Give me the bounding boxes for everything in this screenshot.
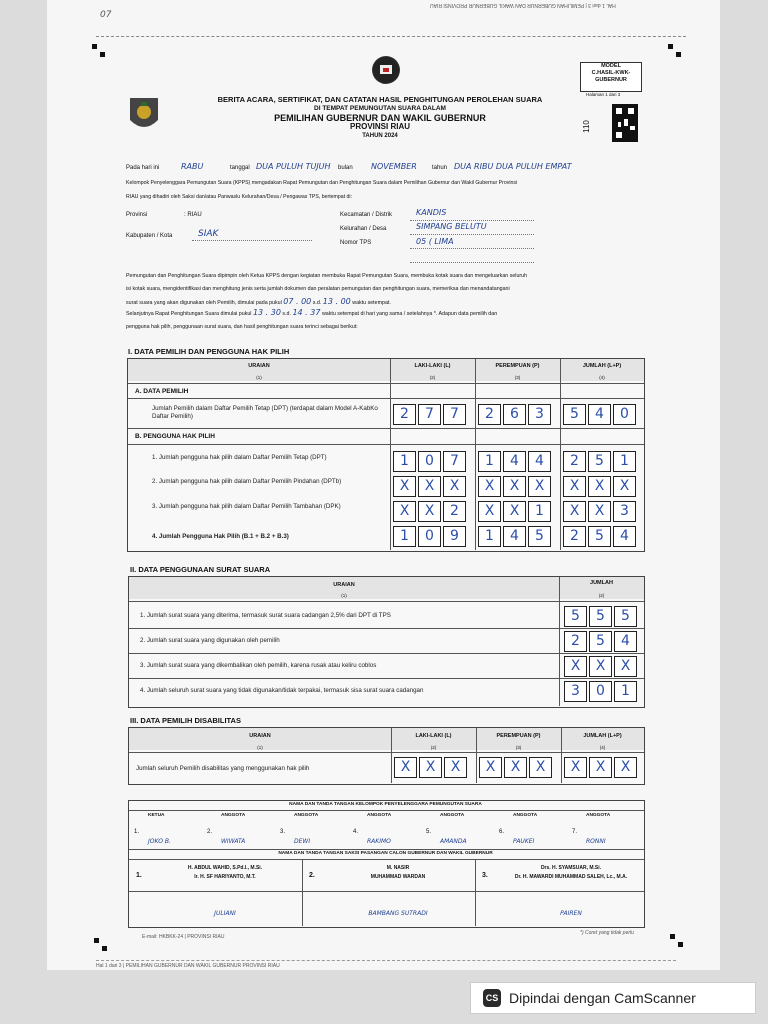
qr-code-icon [612, 104, 638, 142]
saksi-pair-line1: M. NASIR [386, 865, 410, 871]
corner-marker-icon [92, 44, 97, 49]
s3-digit-cell: X [504, 757, 527, 778]
s1-digit-cell: X [418, 476, 441, 497]
kelurahan-label: Kelurahan / Desa [340, 226, 387, 232]
kecamatan-value: KANDIS [416, 208, 447, 217]
s1-digit-cell: 1 [478, 451, 501, 472]
model-line1: MODEL [601, 63, 621, 69]
s1-sub-3: (3) [514, 375, 521, 380]
tps-dotted-line [410, 248, 534, 249]
s2-digit-cell: 0 [589, 681, 612, 702]
model-box [580, 62, 642, 92]
start-time: 07 . 00 [283, 297, 312, 306]
s2-row3-label: 3. Jumlah surat suara yang dikembalikan oleh pemilih, karena rusak atau keliru coblos [140, 662, 377, 669]
s2-divider [559, 577, 560, 706]
kpps-signature-name: JOKO B. [148, 838, 171, 845]
s2-digit-cell: X [564, 656, 587, 677]
s1-digit-cell: 2 [393, 404, 416, 425]
s1-digit-cell: X [528, 476, 551, 497]
tanggal-value: DUA PULUH TUJUH [256, 162, 331, 171]
s3-digit-cell: X [444, 757, 467, 778]
kpps-role: ANGGOTA [367, 813, 392, 818]
s1-divider [560, 359, 561, 550]
s3-digit-cell: X [394, 757, 417, 778]
s1-digit-cell: 2 [443, 501, 466, 522]
s1-digit-cell: X [443, 476, 466, 497]
kecamatan-label: Kecamatan / Distrik [340, 212, 393, 218]
s3-digit-cell: X [614, 757, 637, 778]
kpps-number: 5. [426, 829, 432, 835]
s2-digit-cell: 3 [564, 681, 587, 702]
corner-marker-icon [670, 934, 675, 939]
p3-text-b: s.d. [312, 300, 322, 306]
kpps-role: ANGGOTA [440, 813, 465, 818]
s2-divider [129, 628, 644, 629]
s1-digit-cell: 4 [503, 451, 526, 472]
top-strip-text: HAL 1 dari 3 | PEMILIHAN GUBERNUR DAN WAKIL GUBERNUR PROVINSI RIAU [430, 2, 616, 8]
s1-digit-cell: 6 [503, 404, 526, 425]
row-b4-label: 4. Jumlah Pengguna Hak Pilih (B.1 + B.2 + B.3) [152, 533, 289, 540]
paragraph-line4 [126, 309, 646, 318]
s1-digit-cell: 5 [528, 526, 551, 547]
kabupaten-label: Kabupaten / Kota [126, 233, 173, 239]
header-line4: PROVINSI RIAU [349, 122, 410, 131]
s1-digit-cell: 0 [418, 451, 441, 472]
document-header [170, 96, 590, 140]
s2-digit-cell: 5 [589, 631, 612, 652]
s1-digit-cell: 7 [443, 451, 466, 472]
kpps-number: 7. [572, 829, 578, 835]
header-line5: TAHUN 2024 [362, 132, 398, 139]
s1-digit-cell: X [478, 476, 501, 497]
kpps-role: ANGGOTA [294, 813, 319, 818]
s3-row-label: Jumlah seluruh Pemilih disabilitas yang menggunakan hak pilih [136, 765, 310, 772]
paragraph-line3 [126, 298, 646, 307]
kpps-title: NAMA DAN TANDA TANGAN KELOMPOK PENYELENGGARA PEMUNGUTAN SUARA [289, 802, 482, 807]
tanggal-label: tanggal [230, 165, 250, 171]
s2-digit-cell: 5 [614, 606, 637, 627]
bulan-value: NOVEMBER [371, 162, 417, 171]
tahun-label: tahun [432, 165, 448, 171]
kpps-number: 6. [499, 829, 505, 835]
kabupaten-value: SIAK [198, 229, 219, 239]
s2-divider [129, 653, 644, 654]
camscanner-text: Dipindai dengan CamScanner [509, 990, 696, 1006]
saksi-number: 2. [309, 872, 315, 879]
email-note: E-mail: HKBKK-24 | PROVINSI RIAU [142, 934, 225, 940]
row-b1-label: 1. Jumlah pengguna hak pilih dalam Daftar Pemilih Tetap (DPT) [152, 454, 327, 461]
s1-sub-4: (4) [599, 375, 605, 380]
s2-sub-1: (1) [341, 593, 347, 598]
kpps-signature-name: DEWI [294, 838, 311, 845]
s1-digit-cell: 7 [443, 404, 466, 425]
s3-sub-2: (2) [430, 745, 437, 750]
s1-sub-2: (2) [429, 375, 436, 380]
s1-digit-cell: 1 [393, 526, 416, 547]
count-start-time: 13 . 30 [252, 308, 281, 317]
kpps-number: 3. [280, 829, 286, 835]
corner-marker-icon [668, 44, 673, 49]
s1-header-perempuan: PEREMPUAN (P) [495, 363, 540, 369]
camscanner-icon: CS [483, 989, 501, 1007]
saksi-signature-name: BAMBANG SUTRADI [368, 910, 428, 917]
saksi-signature-name: PAIREN [560, 910, 582, 917]
s1-digit-cell: 0 [613, 404, 636, 425]
header-line3: PEMILIHAN GUBERNUR DAN WAKIL GUBERNUR [274, 113, 486, 123]
saksi-pair-line1: Drs. H. SYAMSUAR, M.Si. [540, 865, 602, 871]
s1-digit-cell: 2 [478, 404, 501, 425]
s1-digit-cell: 1 [393, 451, 416, 472]
s1-digit-cell: 0 [418, 526, 441, 547]
signature-table [128, 800, 645, 928]
kpps-signature-name: RONNI [586, 838, 606, 845]
s2-digit-cell: 1 [614, 681, 637, 702]
s3-digit-cell: X [479, 757, 502, 778]
s2-digit-cell: 5 [564, 606, 587, 627]
p4-text-b: s.d. [282, 311, 291, 317]
s1-digit-cell: X [503, 501, 526, 522]
s1-digit-cell: X [418, 501, 441, 522]
s1-digit-cell: X [393, 501, 416, 522]
s1-digit-cell: 4 [528, 451, 551, 472]
s1-digit-cell: X [588, 501, 611, 522]
header-line1: BERITA ACARA, SERTIFIKAT, DAN CATATAN HASIL PENGHITUNGAN PEROLEHAN SUARA [217, 95, 543, 104]
s1-digit-cell: 1 [478, 526, 501, 547]
saksi-pair-line2: MUHAMMAD WARDAN [370, 874, 426, 880]
s2-header-jumlah: JUMLAH [590, 580, 613, 586]
kelurahan-dotted-line [410, 234, 534, 235]
s1-digit-cell: X [478, 501, 501, 522]
s2-row2-label: 2. Jumlah surat suara yang digunakan oleh pemilih [140, 637, 280, 644]
end-time: 13 . 00 [322, 297, 351, 306]
paragraph-line5: pengguna hak pilih, penggunaan surat suara, dan hasil penghitungan suara terinci sebagai berikut: [126, 324, 358, 330]
s1-divider [475, 359, 476, 550]
s3-divider [391, 728, 392, 783]
saksi-number: 3. [482, 872, 488, 879]
s3-header-laki: LAKI-LAKI (L) [415, 733, 452, 739]
camscanner-watermark [470, 982, 756, 1014]
tps-label: Nomor TPS [340, 240, 372, 246]
kpps-role: ANGGOTA [221, 813, 246, 818]
header-line2: DI TEMPAT PEMUNGUTAN SUARA DALAM [314, 104, 446, 112]
group-a-title: A. DATA PEMILIH [135, 388, 189, 395]
kpps-signature-name: WIWATA [221, 838, 246, 845]
s3-sub-1: (1) [257, 745, 263, 750]
s1-digit-cell: X [613, 476, 636, 497]
s1-digit-cell: 4 [613, 526, 636, 547]
kpps-role: ANGGOTA [586, 813, 611, 818]
kecamatan-dotted-line [410, 220, 534, 221]
bottom-footer: Hal 1 dari 3 | PEMILIHAN GUBERNUR DAN WAKIL GUBERNUR PROVINSI RIAU [96, 963, 280, 969]
tps-extra-dotted-line [410, 262, 534, 263]
s2-digit-cell: X [614, 656, 637, 677]
s1-digit-cell: 4 [503, 526, 526, 547]
s2-divider [129, 678, 644, 679]
s3-divider [476, 728, 477, 783]
group-b-title: B. PENGGUNA HAK PILIH [135, 433, 215, 440]
kpps-signature-name: PAUKEI [513, 838, 535, 845]
s2-digit-cell: 2 [564, 631, 587, 652]
s3-header-perempuan: PEREMPUAN (P) [496, 733, 541, 739]
p3-text-c: waktu setempat. [352, 300, 391, 306]
s1-digit-cell: 4 [588, 404, 611, 425]
kpps-signature-name: AMANDA [440, 838, 467, 845]
s1-digit-cell: 2 [563, 526, 586, 547]
bulan-label: bulan [338, 165, 353, 171]
s1-digit-cell: 9 [443, 526, 466, 547]
corner-marker-icon [94, 938, 99, 943]
section1-title: I. DATA PEMILIH DAN PENGGUNA HAK PILIH [128, 347, 290, 356]
s3-header-jumlah: JUMLAH (L+P) [583, 733, 622, 739]
model-line2: C.HASIL-KWK- [591, 70, 631, 76]
sig-divider [129, 849, 644, 850]
kpps-number: 1. [134, 829, 140, 835]
s2-divider [129, 601, 644, 602]
s1-divider [390, 359, 391, 550]
saksi-pair-line2: Dr. H. MAWARDI MUHAMMAD SALEH, Lc., M.A. [514, 874, 628, 880]
saksi-number: 1. [136, 872, 142, 879]
p4-text-a: Selanjutnya Rapat Penghitungan Suara dimulai pukul [126, 311, 252, 317]
s2-digit-cell: X [589, 656, 612, 677]
section2-title: II. DATA PENGGUNAAN SURAT SUARA [130, 565, 271, 574]
s1-digit-cell: 5 [563, 404, 586, 425]
sig-divider [129, 859, 644, 860]
s1-digit-cell: 5 [588, 451, 611, 472]
s1-digit-cell: X [588, 476, 611, 497]
top-dashed-line [96, 36, 686, 37]
s1-divider [128, 444, 644, 445]
s1-divider [128, 383, 644, 384]
hari-value: RABU [181, 162, 204, 171]
s2-digit-cell: 4 [614, 631, 637, 652]
provinsi-value: : RIAU [184, 212, 202, 218]
s2-digit-cell: 5 [589, 606, 612, 627]
corner-marker-icon [102, 946, 107, 951]
page-note: 07 [100, 10, 112, 20]
s1-digit-cell: X [503, 476, 526, 497]
s2-row1-label: 1. Jumlah surat suara yang diterima, termasuk surat suara cadangan 2,5% dari DPT di TPS [140, 612, 391, 619]
procedure-paragraph [126, 272, 646, 331]
riau-province-emblem-icon [128, 96, 160, 134]
s1-header-laki: LAKI-LAKI (L) [414, 363, 451, 369]
saksi-pair-line1: H. ABDUL WAHID, S.Pd.I., M.Si. [187, 865, 263, 871]
corner-marker-icon [100, 52, 105, 57]
s1-digit-cell: 1 [528, 501, 551, 522]
paragraph-line2: isi kotak suara, mengidentifikasi dan menghitung jenis serta jumlah dokumen dan peralatan pemungutan dan penghitungan suara, memeriksa dan menandatangani [126, 286, 510, 292]
s3-divider [129, 752, 644, 753]
kpps-role: ANGGOTA [513, 813, 538, 818]
sig-divider [129, 891, 644, 892]
row-a-label: Jumlah Pemilih dalam Daftar Pemilih Tetap (DPT) (terdapat dalam Model A-KabKo Daftar Pemilih) [152, 405, 378, 420]
kpps-role: KETUA [148, 813, 165, 818]
s2-row4-label: 4. Jumlah seluruh surat suara yang tidak digunakan/tidak terpakai, termasuk sisa surat suara cadangan [140, 687, 424, 694]
s1-header-jumlah: JUMLAH (L+P) [582, 363, 622, 369]
s3-divider [561, 728, 562, 783]
sig-divider [302, 859, 303, 926]
intro-line2: Kelompok Penyelenggara Pemungutan Suara (KPPS) mengadakan Rapat Pemungutan dan Penghitungan Suara dalam Pemilihan Gubernur dan Wakil Gubernur Provinsi [126, 180, 518, 186]
saksi-title: NAMA DAN TANDA TANGAN SAKSI PASANGAN CALON GUBERNUR DAN WAKIL GUBERNUR [278, 851, 493, 856]
row-b3-label: 3. Jumlah pengguna hak pilih dalam Daftar Pemilih Tambahan (DPK) [152, 503, 341, 510]
provinsi-label: Provinsi [126, 212, 148, 218]
s3-digit-cell: X [564, 757, 587, 778]
s1-digit-cell: X [563, 476, 586, 497]
kelurahan-value: SIMPANG BELUTU [416, 222, 487, 231]
s1-digit-cell: X [563, 501, 586, 522]
s1-digit-cell: 7 [418, 404, 441, 425]
p3-text-a: surat suara yang akan digunakan oleh Pemilih, dimulai pada pukul [126, 300, 282, 306]
s1-divider [128, 398, 644, 399]
tahun-value: DUA RIBU DUA PULUH EMPAT [454, 162, 572, 171]
kpps-number: 4. [353, 829, 359, 835]
hari-label: Pada hari ini [126, 165, 160, 171]
s3-header-uraian: URAIAN [249, 733, 271, 739]
p4-text-c: waktu setempat di hari yang sama / setelahnya *. Adapun data pemilih dan [321, 311, 498, 317]
s1-digit-cell: 1 [613, 451, 636, 472]
saksi-signature-name: JULIANI [214, 910, 236, 917]
paragraph-line1: Pemungutan dan Penghitungan Suara dipimpin oleh Ketua KPPS dengan kegiatan membuka Rapat Pemungutan Suara, membuka kotak suara dan mengeluarkan seluruh [126, 273, 528, 279]
s3-digit-cell: X [529, 757, 552, 778]
s1-digit-cell: X [393, 476, 416, 497]
row-b2-label: 2. Jumlah pengguna hak pilih dalam Daftar Pemilih Pindahan (DPTb) [152, 478, 342, 485]
corner-marker-icon [678, 942, 683, 947]
sig-divider [475, 859, 476, 926]
s1-divider [128, 428, 644, 429]
s3-sub-4: (4) [599, 745, 606, 750]
footnote: *) Coret yang tidak perlu [580, 930, 634, 936]
kabupaten-dotted-line [192, 240, 312, 241]
s2-sub-2: (2) [598, 593, 605, 598]
s1-digit-cell: 3 [528, 404, 551, 425]
s1-sub-1: (1) [256, 375, 262, 380]
count-end-time: 14 . 37 [292, 308, 321, 317]
s1-digit-cell: 5 [588, 526, 611, 547]
s1-digit-cell: 3 [613, 501, 636, 522]
s3-digit-cell: X [419, 757, 442, 778]
section3-title: III. DATA PEMILIH DISABILITAS [130, 716, 241, 725]
sig-divider [129, 810, 644, 811]
kpps-number: 2. [207, 829, 213, 835]
model-page: Halaman 1 dari 3 [586, 92, 621, 97]
kpu-logo-icon [372, 56, 400, 84]
s2-header-uraian: URAIAN [333, 582, 355, 588]
tps-value: 05 ( LIMA [416, 237, 454, 246]
saksi-pair-line2: Ir. H. SF HARIYANTO, M.T. [194, 874, 256, 880]
s3-digit-cell: X [589, 757, 612, 778]
s3-sub-3: (3) [515, 745, 522, 750]
corner-marker-icon [676, 52, 681, 57]
s1-header-uraian: URAIAN [248, 363, 270, 369]
bottom-dashed-line [96, 960, 676, 961]
intro-line3: RIAU yang dihadiri oleh Saksi dan/atau Panwaslu Kelurahan/Desa / Pengawas TPS, bertempat di: [126, 194, 352, 200]
model-line3: GUBERNUR [595, 77, 627, 83]
s1-digit-cell: 2 [563, 451, 586, 472]
kpps-signature-name: RAKIMO [367, 838, 391, 845]
side-code: 110 [581, 120, 591, 133]
